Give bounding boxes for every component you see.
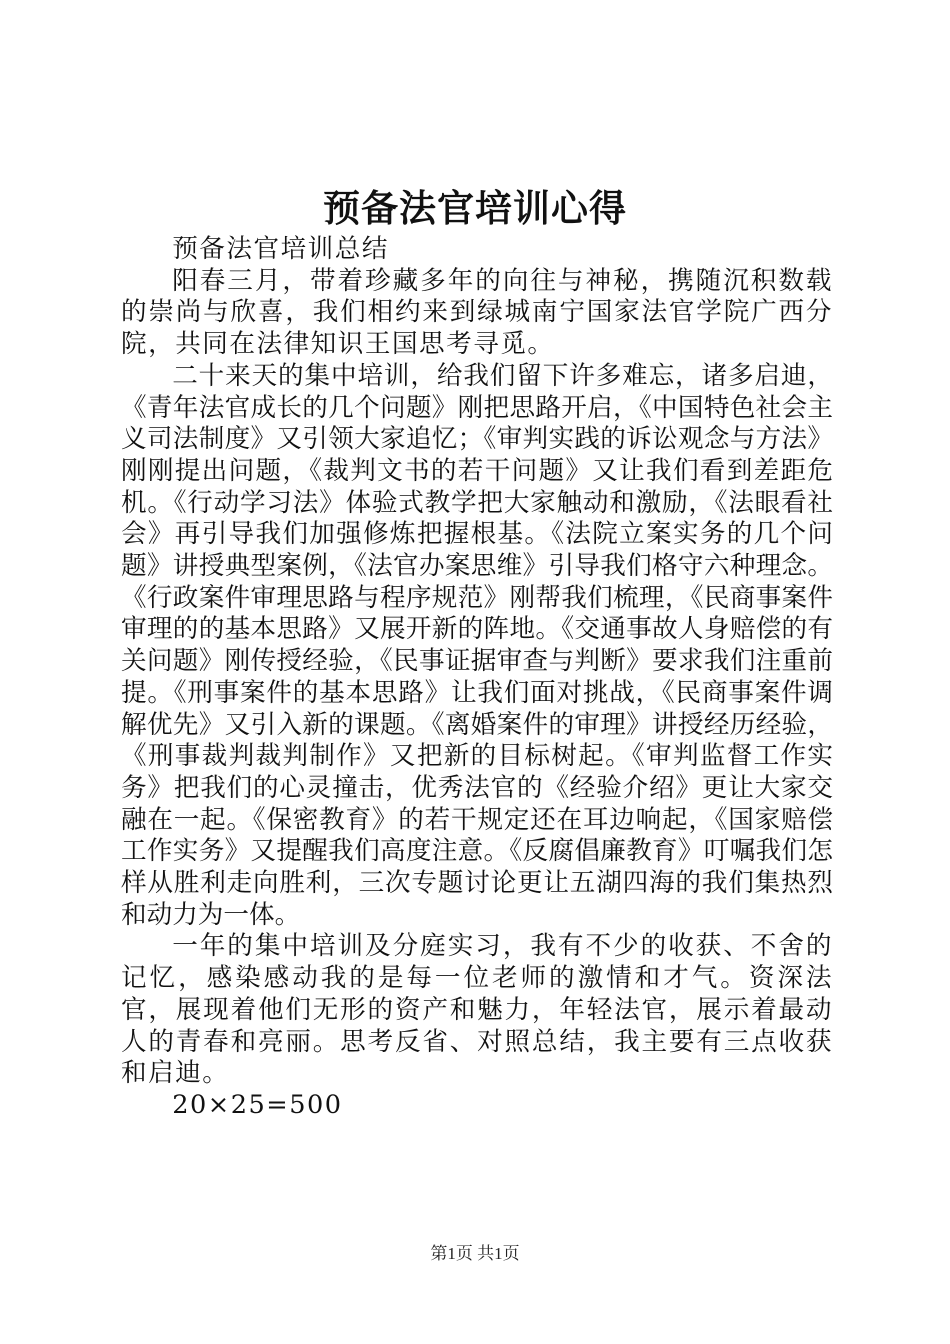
page-footer: 第1页 共1页 [430,1244,520,1263]
document-title: 预备法官培训心得 [323,186,627,230]
subtitle-paragraph: 预备法官培训总结 [172,234,389,264]
body-paragraph-2: 二十来天的集中培训，给我们留下许多难忘，诸多启迪，《青年法官成长的几个问题》刚把思路开启，《中国特色社会主义司法制度》又引领大家追忆；《审判实践的诉讼观念与方法》刚刚提出问题，《裁判文书的若干问题》又让我们看到差距危机。《行动学习法》体验式教学把大家触动和激励，《法眼看社会》再引导我们加强修炼把握根基。《法院立案实务的几个问题》讲授典型案例，《法官办案思维》引导我们格守六种理念。《行政案件审理思路与程序规范》刚帮我们梳理，《民商事案件审理的的基本思路》又展开新的阵地。《交通事故人身赔偿的有关问题》刚传授经验，《民事证据审查与判断》要求我们注重前提。《刑事案件的基本思路》让我们面对挑战，《民商事案件调解优先》又引入新的课题。《离婚案件的审理》讲授经历经验，《刑事裁判裁判制作》又把新的目标树起。《审判监督工作实务》把我们的心灵撞击，优秀法官的《经验介绍》更让大家交融在一起。《保密教育》的若干规定还在耳边响起，《国家赔偿工作实务》又提醒我们高度注意。《反腐倡廉教育》叮嘱我们怎样从胜利走向胜利，三次专题讨论更让五湖四海的我们集热烈和动力为一体。 [121,360,833,930]
document-body [121,234,833,1122]
body-paragraph-3: 一年的集中培训及分庭实习，我有不少的收获、不舍的记忆，感染感动我的是每一位老师的激情和才气。资深法官，展现着他们无形的资产和魅力，年轻法官，展示着最动人的青春和亮丽。思考反省、对照总结，我主要有三点收获和启迪。 [121,931,833,1089]
word-count-line: 20×25=500 [172,1089,343,1120]
body-paragraph-1: 阳春三月，带着珍藏多年的向往与神秘，携随沉积数载的崇尚与欣喜，我们相约来到绿城南宁国家法官学院广西分院，共同在法律知识王国思考寻觅。 [121,265,833,360]
